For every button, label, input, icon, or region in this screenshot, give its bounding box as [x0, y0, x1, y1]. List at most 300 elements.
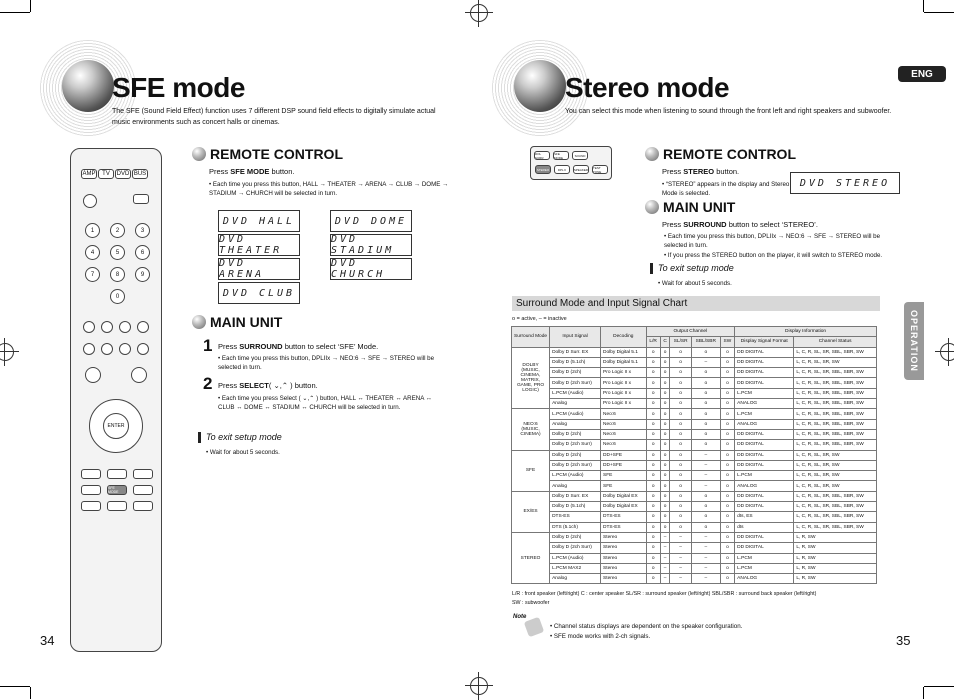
table-row [512, 574, 877, 584]
table-cell: DD+SFE [601, 460, 647, 470]
table-cell: o [660, 429, 670, 439]
table-row [512, 409, 877, 419]
table-cell: L, R, SW [794, 563, 877, 573]
table-cell: o [691, 440, 720, 450]
table-cell: o [720, 368, 735, 378]
remote-stereo-note: • “STEREO” appears in the display and Stereo Mode is selected. [662, 181, 790, 197]
table-row [512, 543, 877, 553]
remote-function-button [133, 469, 153, 479]
note-label: Note [513, 614, 527, 620]
header-surround-mode: Surround Mode [512, 327, 550, 348]
table-cell: Pro Logic II x [601, 388, 647, 398]
table-cell: o [660, 347, 670, 357]
table-cell: L.PCM (Audio) [550, 553, 601, 563]
table-cell: L, C, R, SL, SR, SW [794, 460, 877, 470]
table-row [512, 347, 877, 357]
table-cell: L, R, SW [794, 532, 877, 542]
table-cell: – [670, 543, 692, 553]
remote-transport-icon [101, 343, 113, 355]
page-title: SFE mode [112, 72, 245, 103]
table-cell: Pro Logic II x [601, 368, 647, 378]
table-cell: Dolby Digital EX [601, 491, 647, 501]
table-row [512, 512, 877, 522]
table-cell: o [720, 429, 735, 439]
table-cell: Neo:6 [601, 409, 647, 419]
press-text: Press [662, 220, 684, 229]
table-row [512, 450, 877, 460]
page-intro: You can select this mode when listening to sound through the front left and right speakers and subwoofer. [565, 108, 892, 115]
step-number: 2 [203, 374, 213, 393]
table-cell: o [720, 419, 735, 429]
table-cell: o [646, 460, 660, 470]
surround-mode-cell: DOLBY (MUSIC, CINEMA, MATRIX, GAME, PRO LOGIC) [512, 347, 550, 409]
page-number: 34 [40, 633, 55, 648]
step1-note: • Each time you press this button, DPLIIx → NEO:6 → SFE → STEREO will be selected in turn. [218, 355, 435, 371]
table-cell: o [720, 502, 735, 512]
table-cell: L, C, R, SL, SR, SBL, SBR, SW [794, 399, 877, 409]
press-text: Press [218, 342, 240, 351]
table-row [512, 419, 877, 429]
table-cell: – [691, 450, 720, 460]
remote-strip-button: SFE MODE [553, 151, 569, 160]
table-cell: – [691, 357, 720, 367]
table-cell: o [691, 491, 720, 501]
table-cell: – [660, 553, 670, 563]
main-press-instruction [662, 219, 818, 230]
remote-digit-button: 0 [110, 289, 125, 304]
table-cell: o [720, 460, 735, 470]
remote-function-button [107, 469, 127, 479]
table-cell: o [646, 409, 660, 419]
remote-tv-button: TV [98, 169, 114, 179]
remote-enter-button: ENTER [103, 413, 129, 439]
main-unit-note: • Each time you press this button, DPLIIx → NEO:6 → SFE → STEREO will be selected in turn. [664, 233, 881, 249]
table-cell: – [670, 532, 692, 542]
header-input-signal: Input Signal [550, 327, 601, 348]
table-cell: DD DIGITAL [735, 460, 794, 470]
table-cell: o [646, 481, 660, 491]
operation-tab: OPERATION [904, 302, 924, 380]
remote-dvd-button: DVD [116, 171, 130, 177]
table-cell: o [720, 532, 735, 542]
table-cell: Dolby D (2ch Surr) [550, 378, 601, 388]
header-display-signal-format: Display Signal Format [735, 337, 794, 347]
remote-digit-button: 2 [110, 223, 125, 238]
table-cell: L, C, R, SL, SR, SBL, SBR, SW [794, 409, 877, 419]
remote-function-button [81, 501, 101, 511]
table-cell: o [660, 522, 670, 532]
table-row [512, 481, 877, 491]
table-cell: Dolby D (2ch Surr) [550, 440, 601, 450]
press-text: Press [209, 167, 231, 176]
table-cell: o [670, 429, 692, 439]
table-cell: o [720, 563, 735, 573]
remote-cycle-note: • Each time you press this button, HALL → THEATER → ARENA → CLUB → DOME → STADIUM → CHURCH will be selected in turn. [209, 181, 449, 197]
table-cell: Stereo [601, 532, 647, 542]
remote-digit-button: 1 [85, 223, 100, 238]
step2-instruction [218, 380, 318, 391]
signal-table-body [512, 347, 877, 584]
table-cell: Dolby D Surr. EX [550, 347, 601, 357]
table-cell: DD DIGITAL [735, 357, 794, 367]
table-cell: o [670, 491, 692, 501]
table-row [512, 502, 877, 512]
main-unit-note: • If you press the STEREO button on the player, it will switch to STEREO mode. [664, 252, 883, 259]
header-display-info: Display Information [735, 327, 877, 337]
table-cell: DTS-ES [550, 512, 601, 522]
header-sbl-sbr: SBL/SBR [691, 337, 720, 347]
table-cell: o [720, 388, 735, 398]
stereo-key-label: STEREO [683, 167, 715, 176]
table-cell: o [720, 440, 735, 450]
crop-mark [30, 687, 31, 699]
table-cell: o [646, 522, 660, 532]
table-row [512, 522, 877, 532]
surround-mode-cell: STEREO [512, 532, 550, 583]
table-cell: L.PCM (Audio) [550, 388, 601, 398]
table-cell: L, R, SW [794, 553, 877, 563]
remote-tuning-icon [131, 367, 147, 383]
table-cell: – [691, 460, 720, 470]
table-cell: o [660, 378, 670, 388]
section-bullet-icon [645, 147, 659, 161]
table-cell: o [691, 399, 720, 409]
table-cell: L.PCM [735, 471, 794, 481]
table-cell: o [720, 409, 735, 419]
remote-eject-icon [133, 194, 149, 204]
table-cell: L, C, R, SL, SR, SBL, SBR, SW [794, 522, 877, 532]
exit-marker [198, 432, 201, 443]
table-cell: o [646, 368, 660, 378]
note-item: • Channel status displays are dependent on the speaker configuration. [550, 623, 743, 630]
table-cell: Dolby D (5.1ch) [550, 502, 601, 512]
table-cell: L, C, R, SL, SR, SBL, SBR, SW [794, 491, 877, 501]
table-cell: o [646, 512, 660, 522]
table-cell: L, C, R, SL, SR, SW [794, 357, 877, 367]
table-cell: SFE [601, 471, 647, 481]
table-cell: Dolby D Surr. EX [550, 491, 601, 501]
table-cell: o [646, 347, 660, 357]
table-cell: DTS (5.1ch) [550, 522, 601, 532]
remote-strip-illustration [530, 146, 612, 180]
table-cell: Neo:6 [601, 419, 647, 429]
table-cell: ANALOG [735, 399, 794, 409]
lcd-display-arena: DVD ARENA [218, 258, 300, 280]
remote-transport-icon [101, 321, 113, 333]
table-cell: DD DIGITAL [735, 502, 794, 512]
table-cell: dts [735, 522, 794, 532]
remote-amp-button: AMP [82, 171, 96, 177]
table-cell: o [646, 563, 660, 573]
table-cell: Stereo [601, 553, 647, 563]
exit-setup-note: • Wait for about 5 seconds. [206, 449, 280, 456]
table-cell: DD DIGITAL [735, 368, 794, 378]
table-cell: Neo:6 [601, 429, 647, 439]
table-cell: o [691, 419, 720, 429]
table-cell: Analog [550, 574, 601, 584]
table-cell: L, C, R, SL, SR, SBL, SBR, SW [794, 440, 877, 450]
table-cell: o [660, 368, 670, 378]
table-cell: o [720, 553, 735, 563]
header-c: C [660, 337, 670, 347]
remote-function-button [107, 501, 127, 511]
table-row [512, 357, 877, 367]
table-cell: DD DIGITAL [735, 491, 794, 501]
table-cell: o [660, 450, 670, 460]
table-cell: Dolby Digital 5.1 [601, 347, 647, 357]
table-cell: Analog [550, 419, 601, 429]
remote-transport-icon [137, 343, 149, 355]
table-cell: o [670, 409, 692, 419]
crop-mark [923, 687, 924, 699]
table-cell: L.PCM [735, 388, 794, 398]
table-cell: – [691, 574, 720, 584]
crop-mark [30, 0, 31, 12]
exit-marker [650, 263, 653, 274]
table-row [512, 378, 877, 388]
table-cell: Stereo [601, 574, 647, 584]
exit-setup-note: • Wait for about 5 seconds. [658, 280, 732, 287]
table-row [512, 563, 877, 573]
remote-power-icon [83, 194, 97, 208]
table-cell: o [660, 512, 670, 522]
table-cell: o [720, 512, 735, 522]
table-cell: o [691, 429, 720, 439]
remote-digit-button: 3 [135, 223, 150, 238]
exit-setup-title: To exit setup mode [658, 263, 734, 273]
button-text: button. [714, 167, 740, 176]
table-cell: o [720, 399, 735, 409]
main-press-tail-text: button to select ‘STEREO’. [726, 220, 818, 229]
table-cell: L, C, R, SL, SR, SW [794, 481, 877, 491]
remote-transport-icon [83, 321, 95, 333]
table-cell: o [691, 388, 720, 398]
table-cell: Pro Logic II x [601, 378, 647, 388]
table-cell: L, R, SW [794, 543, 877, 553]
lcd-display-stereo: DVD STEREO [790, 172, 900, 194]
remote-function-button [133, 501, 153, 511]
remote-press-instruction [209, 166, 294, 177]
section-bullet-icon [645, 200, 659, 214]
table-cell: Analog [550, 399, 601, 409]
remote-transport-icon [119, 343, 131, 355]
table-cell: Dolby Digital 5.1 [601, 357, 647, 367]
table-cell: o [670, 471, 692, 481]
table-cell: – [691, 532, 720, 542]
table-cell: o [660, 460, 670, 470]
table-cell: o [646, 574, 660, 584]
lcd-display-stadium: DVD STADIUM [330, 234, 412, 256]
table-cell: L.PCM [735, 563, 794, 573]
table-cell: DTS-ES [601, 512, 647, 522]
crop-mark [0, 686, 30, 687]
table-cell: o [646, 419, 660, 429]
table-cell: L, C, R, SL, SR, SW [794, 450, 877, 460]
table-cell: Dolby D (2ch) [550, 368, 601, 378]
press-text: Press [662, 167, 684, 176]
step-number: 1 [203, 336, 213, 355]
table-row [512, 399, 877, 409]
table-cell: o [720, 378, 735, 388]
table-cell: o [670, 522, 692, 532]
table-cell: o [646, 378, 660, 388]
table-cell: DTS-ES [601, 522, 647, 532]
remote-sfe-mode-button: SFE MODE [107, 485, 127, 495]
header-channel-status: Channel Status [794, 337, 877, 347]
page-title: Stereo mode [565, 72, 730, 103]
table-cell: DD DIGITAL [735, 378, 794, 388]
table-cell: L, C, R, SL, SR, SBL, SBR, SW [794, 347, 877, 357]
remote-transport-icon [119, 321, 131, 333]
table-cell: Pro Logic II x [601, 399, 647, 409]
remote-transport-icon [137, 321, 149, 333]
table-cell: o [646, 399, 660, 409]
crop-mark [924, 12, 954, 13]
table-cell: o [691, 347, 720, 357]
remote-control-heading [192, 146, 343, 162]
table-cell: o [720, 357, 735, 367]
remote-control-heading [645, 146, 796, 162]
surround-key-label: SURROUND [683, 220, 727, 229]
table-cell: o [670, 450, 692, 460]
table-cell: DD DIGITAL [735, 440, 794, 450]
table-cell: o [670, 512, 692, 522]
table-row [512, 429, 877, 439]
table-cell: o [660, 388, 670, 398]
remote-digit-button: 6 [135, 245, 150, 260]
table-row [512, 471, 877, 481]
table-cell: o [670, 502, 692, 512]
remote-function-button [81, 469, 101, 479]
sfe-mode-key-label: SFE MODE [230, 167, 270, 176]
main-unit-heading [192, 314, 282, 330]
remote-function-button [81, 485, 101, 495]
table-cell: o [670, 399, 692, 409]
remote-strip-button: SPEAKER [573, 165, 589, 174]
step1-instruction [218, 341, 378, 352]
table-cell: – [691, 481, 720, 491]
table-cell: o [660, 502, 670, 512]
table-cell: L, C, R, SL, SR, SW [794, 471, 877, 481]
remote-digit-button: 4 [85, 245, 100, 260]
header-decoding: Decoding [601, 327, 647, 348]
table-cell: o [670, 357, 692, 367]
header-lr: L/R [646, 337, 660, 347]
crop-mark [924, 686, 954, 687]
table-cell: o [670, 368, 692, 378]
table-row [512, 388, 877, 398]
surround-key-label: SURROUND [239, 342, 283, 351]
lcd-display-club: DVD CLUB [218, 282, 300, 304]
chart-legend: o = active, – = inactive [512, 316, 567, 322]
table-cell: o [691, 512, 720, 522]
section-bullet-icon [192, 147, 206, 161]
table-cell: – [691, 563, 720, 573]
exit-setup-title: To exit setup mode [206, 432, 282, 442]
surround-mode-cell: SFE [512, 450, 550, 491]
table-row [512, 368, 877, 378]
table-cell: o [660, 419, 670, 429]
table-cell: Analog [550, 481, 601, 491]
table-cell: o [660, 491, 670, 501]
table-cell: – [660, 574, 670, 584]
remote-control-heading-text: REMOTE CONTROL [210, 146, 343, 162]
remote-volume-icon [85, 367, 101, 383]
table-cell: Dolby Digital EX [601, 502, 647, 512]
page-intro: The SFE (Sound Field Effect) function uses 7 different DSP sound field effects to digitally simulate actual music environments such as concert halls or cinemas. [112, 108, 436, 126]
table-cell: o [691, 368, 720, 378]
table-cell: o [720, 347, 735, 357]
header-output-channel: Output Channel [646, 327, 735, 337]
note-item: • SFE mode works with 2-ch signals. [550, 633, 651, 640]
table-cell: L.PCM (Audio) [550, 409, 601, 419]
table-cell: o [691, 522, 720, 532]
table-cell: Neo:6 [601, 440, 647, 450]
table-cell: L, C, R, SL, SR, SBL, SBR, SW [794, 368, 877, 378]
table-cell: L, C, R, SL, SR, SBL, SBR, SW [794, 388, 877, 398]
table-cell: o [660, 357, 670, 367]
table-cell: L.PCM [735, 553, 794, 563]
language-tab: ENG [898, 66, 946, 82]
table-cell: – [691, 553, 720, 563]
table-cell: o [670, 460, 692, 470]
table-cell: o [670, 347, 692, 357]
remote-transport-icon [83, 343, 95, 355]
header-sl-sr: SL/SR [670, 337, 692, 347]
table-cell: dts, ES [735, 512, 794, 522]
chart-footnote: L/R : front speaker (left/right) C : center speaker SL/SR : surround speaker (left/right) SBL/SBR : surround back speaker (left/right) [512, 591, 817, 597]
table-cell: Stereo [601, 543, 647, 553]
remote-strip-button: TEST TONE [592, 165, 608, 174]
table-cell: DD DIGITAL [735, 543, 794, 553]
button-text: button. [269, 167, 295, 176]
registration-mark-icon [470, 677, 488, 695]
table-cell: – [660, 563, 670, 573]
registration-mark-icon [940, 343, 954, 361]
table-cell: DD DIGITAL [735, 532, 794, 542]
table-cell: DD+SFE [601, 450, 647, 460]
table-cell: L, R, SW [794, 574, 877, 584]
lcd-display-dome: DVD DOME [330, 210, 412, 232]
chart-heading: Surround Mode and Input Signal Chart [512, 296, 880, 311]
table-cell: Stereo [601, 563, 647, 573]
surround-mode-cell: EX/ES [512, 491, 550, 532]
table-cell: o [646, 388, 660, 398]
table-cell: L, C, R, SL, SR, SBL, SBR, SW [794, 512, 877, 522]
remote-strip-button: DOL SURR [534, 151, 550, 160]
table-cell: o [660, 471, 670, 481]
table-cell: o [646, 491, 660, 501]
table-row [512, 491, 877, 501]
section-bullet-icon [192, 315, 206, 329]
table-cell: o [691, 409, 720, 419]
remote-strip-button: DPL II [554, 165, 570, 174]
table-cell: o [646, 471, 660, 481]
remote-strip-button: SOUND [572, 151, 588, 160]
step1-tail-text: button to select ‘SFE’ Mode. [282, 342, 379, 351]
step2-note: • Each time you press Select ( ⌄,⌃ ) button, HALL ↔ THEATER ↔ ARENA ↔ CLUB ↔ DOME ↔ STADIUM ↔ CHURCH will be selected in turn. [218, 395, 432, 411]
table-cell: o [720, 450, 735, 460]
table-cell: o [660, 481, 670, 491]
remote-bus-button: BUS [133, 171, 147, 177]
table-cell: Dolby D (2ch) [550, 532, 601, 542]
table-cell: o [720, 471, 735, 481]
table-cell: o [646, 532, 660, 542]
page-number: 35 [896, 633, 911, 648]
table-cell: L, C, R, SL, SR, SBL, SBR, SW [794, 378, 877, 388]
lcd-display-church: DVD CHURCH [330, 258, 412, 280]
table-cell: Dolby D (2ch Surr) [550, 543, 601, 553]
